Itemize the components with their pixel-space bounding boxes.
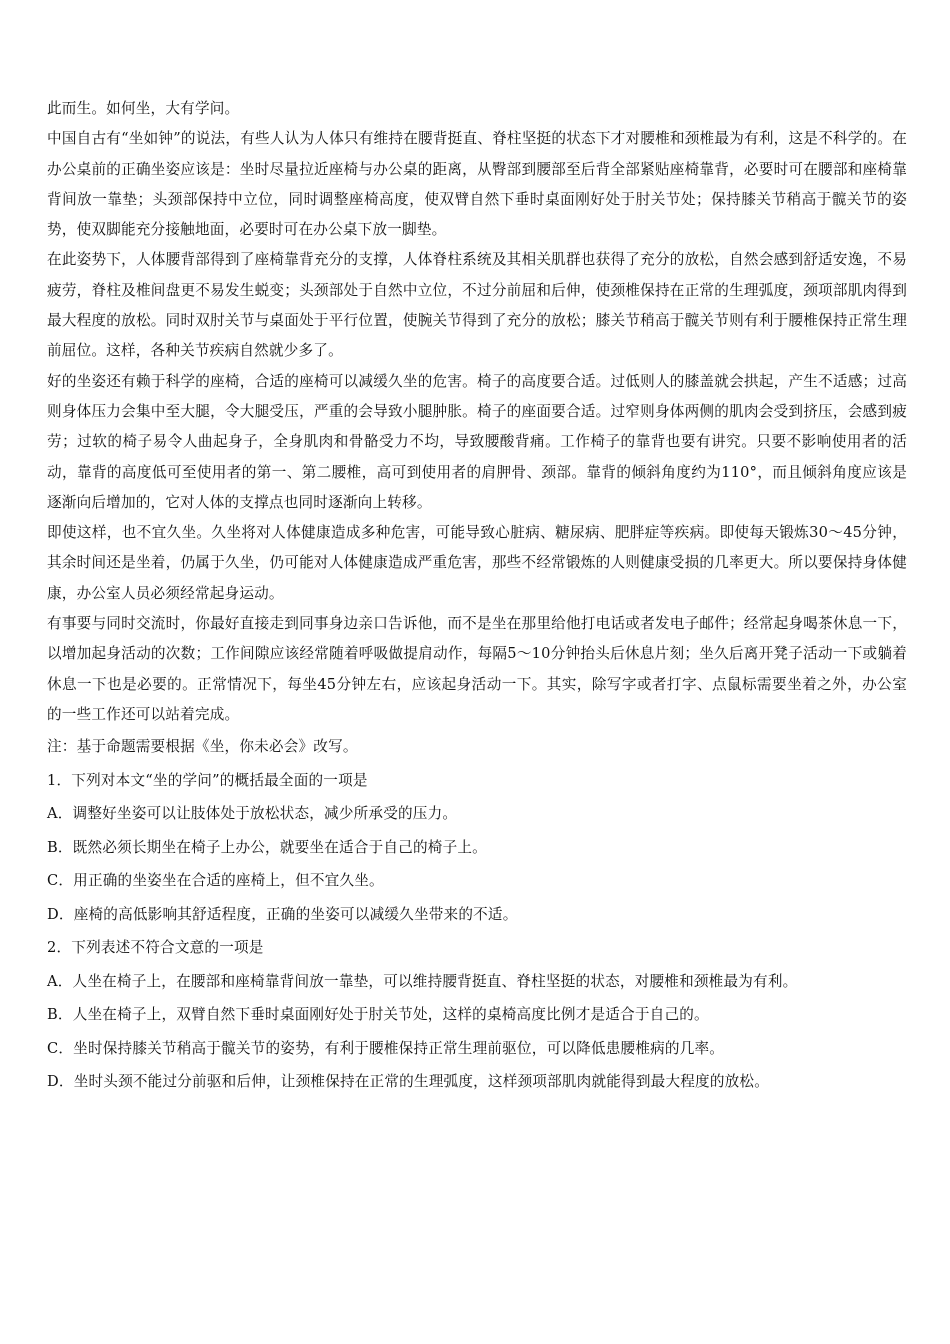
- source-note: 注：基于命题需要根据《坐，你未必会》改写。: [47, 738, 358, 756]
- question-option: C．用正确的坐姿坐在合适的座椅上，但不宜久坐。: [47, 872, 384, 890]
- question-stem: 1．下列对本文“坐的学问”的概括最全面的一项是: [47, 771, 368, 789]
- question-option: B．既然必须长期坐在椅子上办公，就要坐在适合于自己的椅子上。: [47, 838, 487, 856]
- question-2: [47, 931, 907, 1099]
- document-body: [47, 94, 907, 1099]
- passage-paragraph-2: 中国自古有“坐如钟”的说法，有些人认为人体只有维持在腰背挺直、脊柱坚挺的状态下才对腰椎和颈椎最为有利，这是不科学的。在办公桌前的正确坐姿应该是：坐时尽量拉近座椅与办公桌的距离，从臀部到腰部至后背全部紧贴座椅靠背，必要时可在腰部和座椅靠背间放一靠垫；头颈部保持中立位，同时调整座椅高度，使双臂自然下垂时桌面刚好处于肘关节处；保持膝关节稍高于髋关节的姿势，使双脚能充分接触地面，必要时可在办公桌下放一脚垫。: [47, 130, 907, 239]
- passage-paragraph-6: 有事要与同时交流时，你最好直接走到同事身边亲口告诉他，而不是坐在那里给他打电话或者发电子邮件；经常起身喝茶休息一下，以增加起身活动的次数；工作间隙应该经常随着呼吸做提肩动作，每隔5～10分钟抬头后休息片刻；坐久后离开凳子活动一下或躺着休息一下也是必要的。正常情况下，每坐45分钟左右，应该起身活动一下。其实，除写字或者打字、点鼠标需要坐着之外，办公室的一些工作还可以站着完成。: [47, 615, 907, 723]
- question-stem: 2．下列表述不符合文意的一项是: [47, 939, 264, 957]
- question-option: C．坐时保持膝关节稍高于髋关节的姿势，有利于腰椎保持正常生理前驱位，可以降低患腰椎病的几率。: [47, 1039, 725, 1057]
- question-option: D．坐时头颈不能过分前驱和后伸，让颈椎保持在正常的生理弧度，这样颈项部肌肉就能得到最大程度的放松。: [47, 1073, 770, 1091]
- question-option: D．座椅的高低影响其舒适程度，正确的坐姿可以减缓久坐带来的不适。: [47, 905, 518, 923]
- passage-paragraph-3: 在此姿势下，人体腰背部得到了座椅靠背充分的支撑，人体脊柱系统及其相关肌群也获得了充分的放松，自然会感到舒适安逸，不易疲劳，脊柱及椎间盘更不易发生蜕变；头颈部处于自然中立位，不过分前屈和后伸，使颈椎保持在正常的生理弧度，颈项部肌肉得到最大程度的放松。同时双肘关节与桌面处于平行位置，使腕关节得到了充分的放松；膝关节稍高于髋关节则有利于腰椎保持正常生理前屈位。这样，各种关节疾病自然就少多了。: [47, 251, 907, 360]
- passage-paragraph-5: 即使这样，也不宜久坐。久坐将对人体健康造成多种危害，可能导致心脏病、糖尿病、肥胖症等疾病。即使每天锻炼30～45分钟，其余时间还是坐着，仍属于久坐，仍可能对人体健康造成严重危害，那些不经常锻炼的人则健康受损的几率更大。所以要保持身体健康，办公室人员必须经常起身运动。: [47, 524, 907, 602]
- passage-paragraph-1: 此而生。如何坐，大有学问。: [47, 100, 240, 117]
- question-option: A．调整好坐姿可以让肢体处于放松状态，减少所承受的压力。: [47, 805, 458, 823]
- question-option: B．人坐在椅子上，双臂自然下垂时桌面刚好处于肘关节处，这样的桌椅高度比例才是适合于自己的。: [47, 1006, 709, 1024]
- passage-paragraph-4: 好的坐姿还有赖于科学的座椅，合适的座椅可以减缓久坐的危害。椅子的高度要合适。过低则人的膝盖就会拱起，产生不适感；过高则身体压力会集中至大腿，令大腿受压，严重的会导致小腿肿胀。椅子的座面要合适。过窄则身体两侧的肌肉会受到挤压，会感到疲劳；过软的椅子易令人曲起身子，全身肌肉和骨骼受力不均，导致腰酸背痛。工作椅子的靠背也要有讲究。只要不影响使用者的活动，靠背的高度低可至使用者的第一、第二腰椎，高可到使用者的肩胛骨、颈部。靠背的倾斜角度约为110°，而且倾斜角度应该是逐渐向后增加的，它对人体的支撑点也同时逐渐向上转移。: [47, 372, 907, 511]
- question-1: [47, 764, 907, 932]
- question-option: A．人坐在椅子上，在腰部和座椅靠背间放一靠垫，可以维持腰背挺直、脊柱坚挺的状态，对腰椎和颈椎最为有利。: [47, 972, 798, 990]
